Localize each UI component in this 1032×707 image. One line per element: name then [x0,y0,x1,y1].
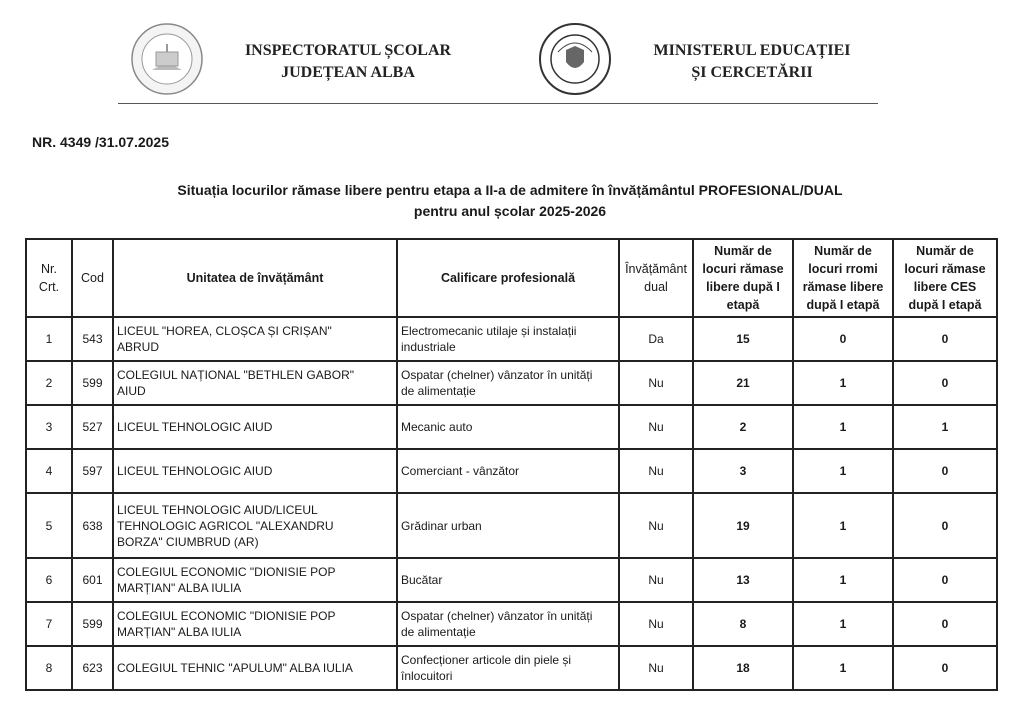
cell-nr: 6 [26,558,72,602]
cell-unitate: LICEUL TEHNOLOGIC AIUD [113,449,397,493]
cell-nr: 7 [26,602,72,646]
col-dual: Învățământ dual [619,239,693,317]
cell-unitate: COLEGIUL TEHNIC "APULUM" ALBA IULIA [113,646,397,690]
cell-dual: Nu [619,558,693,602]
cell-locuri-ces: 0 [893,602,997,646]
cell-locuri-libere: 13 [693,558,793,602]
cell-cod: 599 [72,361,113,405]
col-unitate: Unitatea de învățământ [113,239,397,317]
cell-locuri-ces: 0 [893,558,997,602]
table-row [26,361,997,405]
cell-dual: Nu [619,405,693,449]
cell-calificare: Ospatar (chelner) vânzator în unități de alimentație [397,361,619,405]
col-locuri-ces: Număr de locuri rămase libere CES după I etapă [893,239,997,317]
cell-unitate: COLEGIUL ECONOMIC "DIONISIE POP MARȚIAN" ALBA IULIA [113,602,397,646]
cell-locuri-rromi: 1 [793,449,893,493]
document-title [60,180,960,222]
cell-dual: Nu [619,361,693,405]
title-line-2: pentru anul școlar 2025-2026 [413,203,607,219]
header-divider [118,103,878,104]
cell-cod: 527 [72,405,113,449]
table-row [26,317,997,361]
cell-nr: 8 [26,646,72,690]
cell-calificare: Electromecanic utilaje și instalații industriale [397,317,619,361]
cell-unitate: COLEGIUL NAȚIONAL "BETHLEN GABOR" AIUD [113,361,397,405]
table-row [26,602,997,646]
cell-cod: 601 [72,558,113,602]
cell-locuri-ces: 0 [893,361,997,405]
cell-calificare: Ospatar (chelner) vânzator în unități de alimentație [397,602,619,646]
cell-unitate: LICEUL "HOREA, CLOȘCA ȘI CRIȘAN" ABRUD [113,317,397,361]
cell-unitate: LICEUL TEHNOLOGIC AIUD/LICEUL TEHNOLOGIC AGRICOL "ALEXANDRU BORZA" CIUMBRUD (AR) [113,493,397,558]
cell-calificare: Grădinar urban [397,493,619,558]
cell-cod: 543 [72,317,113,361]
cell-calificare: Confecționer articole din piele și înlocuitori [397,646,619,690]
right-org-name [622,40,882,84]
cell-locuri-libere: 3 [693,449,793,493]
cell-locuri-libere: 8 [693,602,793,646]
cell-locuri-libere: 19 [693,493,793,558]
left-org-line1: INSPECTORATUL ȘCOLAR [244,42,452,59]
table-row [26,558,997,602]
cell-locuri-libere: 21 [693,361,793,405]
places-table [25,238,998,691]
cell-dual: Nu [619,449,693,493]
cell-nr: 4 [26,449,72,493]
cell-calificare: Mecanic auto [397,405,619,449]
cell-locuri-libere: 18 [693,646,793,690]
cell-locuri-ces: 0 [893,493,997,558]
cell-dual: Nu [619,646,693,690]
cell-nr: 3 [26,405,72,449]
col-locuri-rromi: Număr de locuri rromi rămase libere după I etapă [793,239,893,317]
cell-locuri-rromi: 1 [793,361,893,405]
col-cod: Cod [72,239,113,317]
government-seal [538,22,612,96]
cell-locuri-rromi: 1 [793,493,893,558]
cell-unitate: LICEUL TEHNOLOGIC AIUD [113,405,397,449]
cell-locuri-libere: 2 [693,405,793,449]
col-nr-crt: Nr. Crt. [26,239,72,317]
table-row [26,646,997,690]
right-org-line1: MINISTERUL EDUCAȚIEI [653,42,851,59]
cell-calificare: Comerciant - vânzător [397,449,619,493]
cell-cod: 599 [72,602,113,646]
cell-cod: 623 [72,646,113,690]
left-org-name [218,40,478,84]
cell-locuri-ces: 1 [893,405,997,449]
cell-calificare: Bucătar [397,558,619,602]
cell-nr: 1 [26,317,72,361]
cell-cod: 638 [72,493,113,558]
table-row [26,493,997,558]
inspectorate-seal [130,22,204,96]
right-org-line2: ȘI CERCETĂRII [691,64,813,81]
cell-dual: Nu [619,493,693,558]
cell-locuri-ces: 0 [893,317,997,361]
cell-locuri-rromi: 1 [793,558,893,602]
table-header-row [26,239,997,317]
title-line-1: Situația locurilor rămase libere pentru etapa a II-a de admitere în învățământul PROFESIONAL/DUAL [177,182,843,198]
cell-locuri-rromi: 0 [793,317,893,361]
cell-locuri-ces: 0 [893,646,997,690]
table-row [26,449,997,493]
cell-dual: Da [619,317,693,361]
cell-dual: Nu [619,602,693,646]
left-org-line2: JUDEȚEAN ALBA [281,64,415,81]
cell-locuri-rromi: 1 [793,646,893,690]
cell-locuri-rromi: 1 [793,602,893,646]
cell-nr: 2 [26,361,72,405]
col-locuri-libere: Număr de locuri rămase libere după I etapă [693,239,793,317]
cell-cod: 597 [72,449,113,493]
cell-nr: 5 [26,493,72,558]
cell-locuri-ces: 0 [893,449,997,493]
table-row [26,405,997,449]
cell-unitate: COLEGIUL ECONOMIC "DIONISIE POP MARȚIAN" ALBA IULIA [113,558,397,602]
col-calificare: Calificare profesională [397,239,619,317]
document-number: NR. 4349 /31.07.2025 [32,134,169,150]
cell-locuri-rromi: 1 [793,405,893,449]
cell-locuri-libere: 15 [693,317,793,361]
